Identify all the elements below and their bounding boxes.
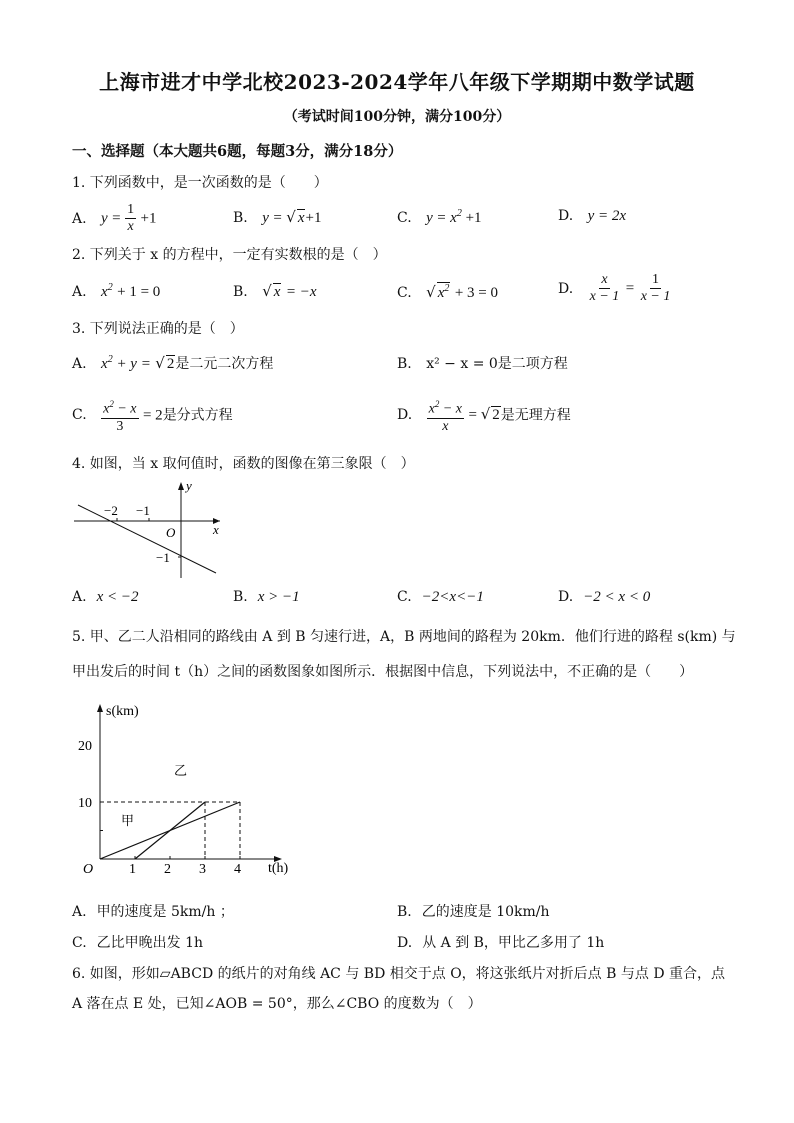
- q1-option-d[interactable]: [558, 208, 626, 225]
- q5-option-c[interactable]: [72, 932, 203, 952]
- q3-a-label: A.: [72, 356, 87, 372]
- q4-b-label: B.: [233, 589, 248, 605]
- q2-option-a[interactable]: A. $x^2 + 1 = 0$: [72, 282, 161, 300]
- section-heading: 一、选择题（本大题共6题，每题3分，满分18分）: [72, 143, 403, 160]
- q5-stem-line2: 甲出发后的时间 t（h）之间的函数图象如图所示．根据图中信息，下列说法中，不正确的是（ ）: [72, 664, 694, 680]
- q5-series-jia-label: 甲: [121, 813, 135, 828]
- q1-option-b[interactable]: B. y = √ x+1: [233, 208, 322, 226]
- q4-y-arrow: [178, 482, 184, 490]
- q2-b-label: B.: [233, 284, 248, 300]
- q2-a-tail: + 1 = 0: [117, 284, 161, 300]
- q1-b-label: B.: [233, 210, 248, 226]
- q4-c-label: C.: [397, 589, 412, 605]
- q5-x-tick-3: 3: [199, 862, 206, 877]
- q4-option-c[interactable]: [397, 589, 484, 606]
- q2-b-tail: = −x: [285, 284, 317, 300]
- q4-tick-label-y-neg1: −1: [156, 550, 170, 565]
- q3-option-c[interactable]: C. $\frac{x^2 - x}{3}$ = 2是分式方程: [72, 396, 233, 435]
- q3-c-label: C.: [72, 407, 87, 424]
- q5-y-axis-arrow: [97, 704, 103, 712]
- q3-d-text: 是无理方程: [500, 407, 571, 424]
- q5-a-label: A.: [72, 904, 87, 920]
- q5-b-text: 乙的速度是 10km/h: [421, 904, 550, 920]
- q3-b-label: B.: [397, 356, 412, 372]
- q5-origin-label: O: [83, 862, 94, 877]
- q2-stem: 2. 下列关于 x 的方程中，一定有实数根的是（ ）: [72, 247, 387, 263]
- q5-option-d[interactable]: [397, 932, 604, 952]
- q4-b-expr: x > −1: [257, 589, 300, 605]
- q6-line1: 6. 如图，形如▱ABCD 的纸片的对角线 AC 与 BD 相交于点 O，将这张纸片对折后点 B 与点 D 重合，点: [72, 966, 725, 982]
- q5-option-a[interactable]: [72, 901, 234, 921]
- q5-y-axis-label: s(km): [106, 704, 139, 719]
- q3-option-b[interactable]: [397, 353, 568, 373]
- q5-x-tick-4: 4: [234, 862, 241, 877]
- q5-axes: [97, 704, 282, 862]
- q4-d-expr: −2 < x < 0: [583, 589, 651, 605]
- q3-a-text: 是二元二次方程: [175, 356, 274, 372]
- q5-x-tick-2: 2: [164, 862, 171, 877]
- q4-tick-label-neg1: −1: [136, 503, 150, 518]
- q5-y-tick-10: 10: [78, 796, 92, 811]
- q5-series-line-yi: [135, 802, 205, 859]
- q2-option-b[interactable]: B. √ x = −x: [233, 282, 317, 300]
- q5-chart: [70, 698, 300, 880]
- q2-c-tail: + 3 = 0: [454, 285, 498, 301]
- q5-d-text: 从 A 到 B，甲比乙多用了 1h: [422, 935, 605, 951]
- q4-d-label: D.: [558, 589, 574, 605]
- q4-stem: 4. 如图，当 x 取何值时，函数的图像在第三象限（ ）: [72, 456, 415, 472]
- q1-d-expr: y = 2x: [587, 208, 627, 224]
- q3-stem: 3. 下列说法正确的是（ ）: [72, 321, 244, 337]
- q2-a-label: A.: [72, 284, 87, 300]
- q3-d-label: D.: [397, 407, 413, 424]
- q4-option-a[interactable]: [72, 589, 138, 606]
- q6-line2: A 落在点 E 处，已知∠AOB = 50°，那么∠CBO 的度数为（ ）: [72, 996, 482, 1012]
- q5-option-b[interactable]: [397, 901, 550, 921]
- q3-option-a[interactable]: A. $x^2 + y$ = √ 2是二元二次方程: [72, 354, 274, 372]
- q3-b-text: x² − x = 0是二项方程: [426, 356, 568, 372]
- q4-origin-label: O: [166, 525, 176, 540]
- q5-c-text: 乙比甲晚出发 1h: [96, 935, 204, 951]
- q5-marks: [100, 802, 240, 859]
- q4-tick-label-neg2: −2: [104, 503, 118, 518]
- q1-d-label: D.: [558, 208, 574, 224]
- q4-y-label: y: [186, 478, 192, 493]
- q5-d-label: D.: [397, 935, 413, 951]
- q5-stem-line1: 5. 甲、乙二人沿相同的路线由 A 到 B 匀速行进，A，B 两地间的路程为 20km．他们行进的路程 s(km) 与: [72, 629, 736, 645]
- q5-b-label: B.: [397, 904, 412, 920]
- q2-option-c[interactable]: C. √ $x^2 + 3 = 0$: [397, 283, 498, 301]
- q1-a-label: A.: [72, 210, 87, 227]
- q1-c-label: C.: [397, 210, 412, 226]
- q5-y-tick-20: 20: [78, 739, 92, 754]
- q4-x-label: x: [213, 522, 219, 537]
- q4-c-expr: −2<x<−1: [421, 589, 484, 605]
- q4-option-d[interactable]: [558, 589, 650, 606]
- q1-option-a[interactable]: A. y = $\frac{1}{x}$ +1: [72, 202, 157, 234]
- q4-graph: [70, 478, 230, 582]
- q5-x-axis-label: t(h): [268, 861, 289, 876]
- q5-a-text: 甲的速度是 5km/h ；: [96, 904, 234, 920]
- q1-stem: 1. 下列函数中，是一次函数的是（ ）: [72, 175, 328, 191]
- exam-title: 上海市进才中学北校2023-2024学年八年级下学期期中数学试题: [99, 70, 695, 94]
- q4-a-expr: x < −2: [96, 589, 139, 605]
- q3-c-text: 是分式方程: [162, 407, 233, 424]
- q2-d-label: D.: [558, 280, 574, 297]
- q2-option-d[interactable]: D. $\frac{x}{x - 1}$ = $\frac{1}{x - 1}$: [558, 272, 671, 304]
- exam-subtitle: （考试时间100分钟，满分100分）: [283, 109, 511, 125]
- q5-c-label: C.: [72, 935, 87, 951]
- q5-series-yi-label: 乙: [174, 763, 188, 778]
- q2-c-label: C.: [397, 285, 412, 301]
- q3-option-d[interactable]: D. $\frac{x^2 - x}{x}$ = √ 2是无理方程: [397, 396, 571, 435]
- q4-option-b[interactable]: [233, 589, 300, 606]
- q5-x-tick-1: 1: [129, 862, 136, 877]
- q1-option-c[interactable]: C. $y = x^2 +1$: [397, 208, 482, 226]
- q4-a-label: A.: [72, 589, 87, 605]
